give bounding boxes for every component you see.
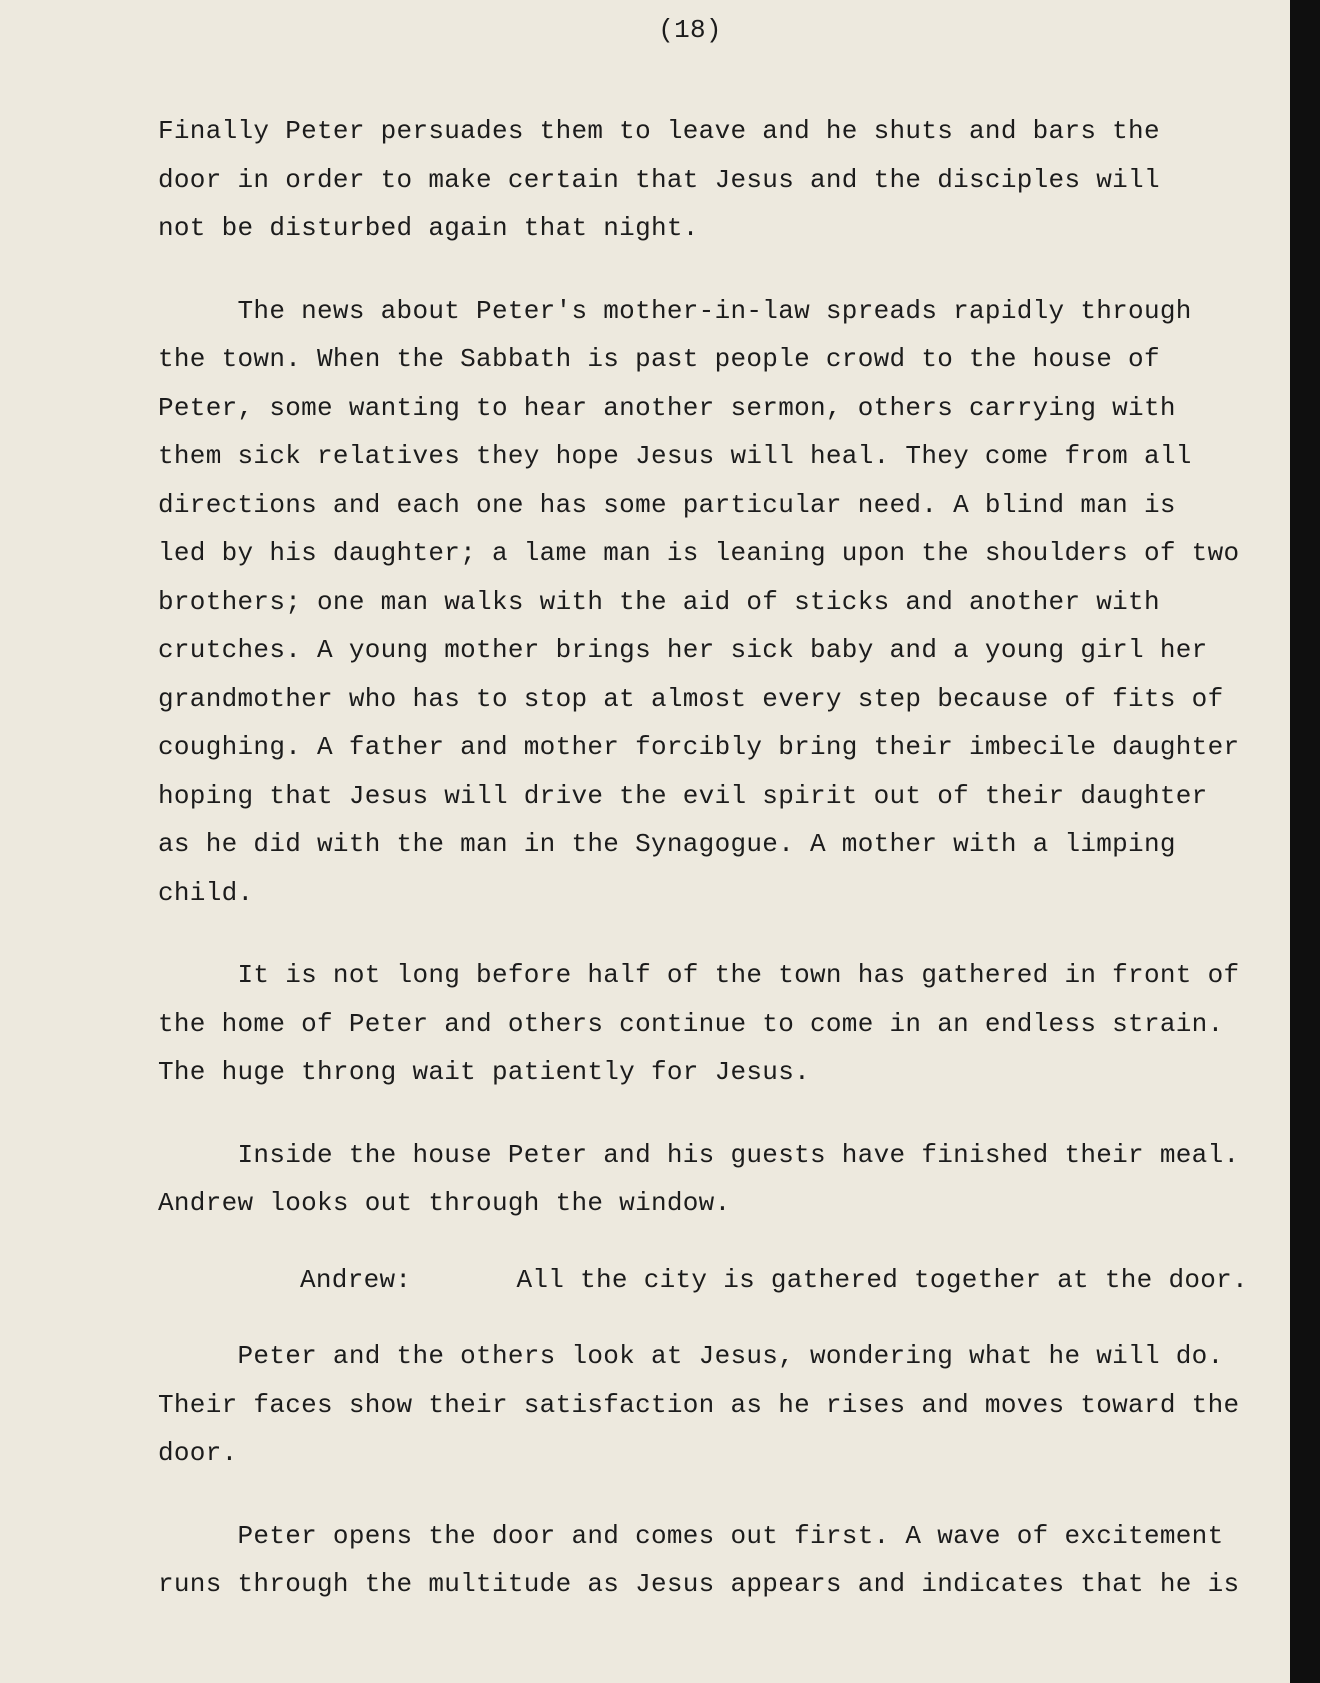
text-line: The huge throng wait patiently for Jesus. (158, 1057, 811, 1087)
paragraph-3 (158, 951, 1248, 1097)
text-line: them sick relatives they hope Jesus will heal. They come from all (158, 441, 1192, 471)
paragraph-6 (158, 1512, 1248, 1609)
text-line: Peter and the others look at Jesus, wondering what he will do. (158, 1341, 1224, 1371)
text-line: the town. When the Sabbath is past people crowd to the house of (158, 344, 1160, 374)
paragraph-4 (158, 1131, 1248, 1228)
paragraph-1 (158, 107, 1248, 253)
paragraph-spacer (158, 1097, 1248, 1131)
text-line: Inside the house Peter and his guests have finished their meal. (158, 1139, 1240, 1170)
paragraph-2 (158, 287, 1248, 918)
text-line: door in order to make certain that Jesus and the disciples will (158, 164, 1160, 195)
dialogue-speaker: Andrew: (300, 1264, 412, 1295)
text-line: Peter, some wanting to hear another sermon, others carrying with (158, 392, 1176, 423)
text-line: led by his daughter; a lame man is leaning upon the shoulders of two (158, 538, 1240, 568)
paragraph-5 (158, 1332, 1248, 1478)
paragraph-spacer (158, 253, 1248, 287)
text-line: Finally Peter persuades them to leave and he shuts and bars the (158, 116, 1160, 146)
paragraph-spacer (158, 1304, 1248, 1332)
text-line: runs through the multitude as Jesus appears and indicates that he is (158, 1569, 1240, 1599)
text-line: door. (158, 1438, 238, 1468)
page-number: (18) (658, 15, 722, 45)
scan-edge (1290, 0, 1320, 1683)
text-line: not be disturbed again that night. (158, 213, 699, 243)
text-line: brothers; one man walks with the aid of sticks and another with (158, 586, 1160, 617)
text-line: Peter opens the door and comes out first. A wave of excitement (158, 1520, 1224, 1551)
text-line: grandmother who has to stop at almost every step because of fits of (158, 683, 1224, 714)
paragraph-spacer (158, 1228, 1248, 1256)
text-line: The news about Peter's mother-in-law spreads rapidly through (158, 295, 1192, 326)
text-line: crutches. A young mother brings her sick baby and a young girl her (158, 635, 1208, 665)
text-line: as he did with the man in the Synagogue. A mother with a limping (158, 829, 1176, 859)
paragraph-spacer (158, 1478, 1248, 1512)
page-body (158, 107, 1248, 1609)
text-line: the home of Peter and others continue to come in an endless strain. (158, 1008, 1224, 1039)
text-line: Andrew looks out through the window. (158, 1188, 731, 1218)
text-line: coughing. A father and mother forcibly bring their imbecile daughter (158, 732, 1240, 762)
text-line: It is not long before half of the town has gathered in front of (158, 960, 1240, 990)
text-line: Their faces show their satisfaction as he rises and moves toward the (158, 1389, 1240, 1420)
dialogue-line (158, 1256, 1248, 1305)
text-line: hoping that Jesus will drive the evil spirit out of their daughter (158, 780, 1208, 811)
dialogue-text: All the city is gathered together at the door. (516, 1264, 1248, 1295)
text-line: directions and each one has some particular need. A blind man is (158, 489, 1176, 520)
text-line: child. (158, 877, 254, 908)
paragraph-spacer (158, 917, 1248, 951)
